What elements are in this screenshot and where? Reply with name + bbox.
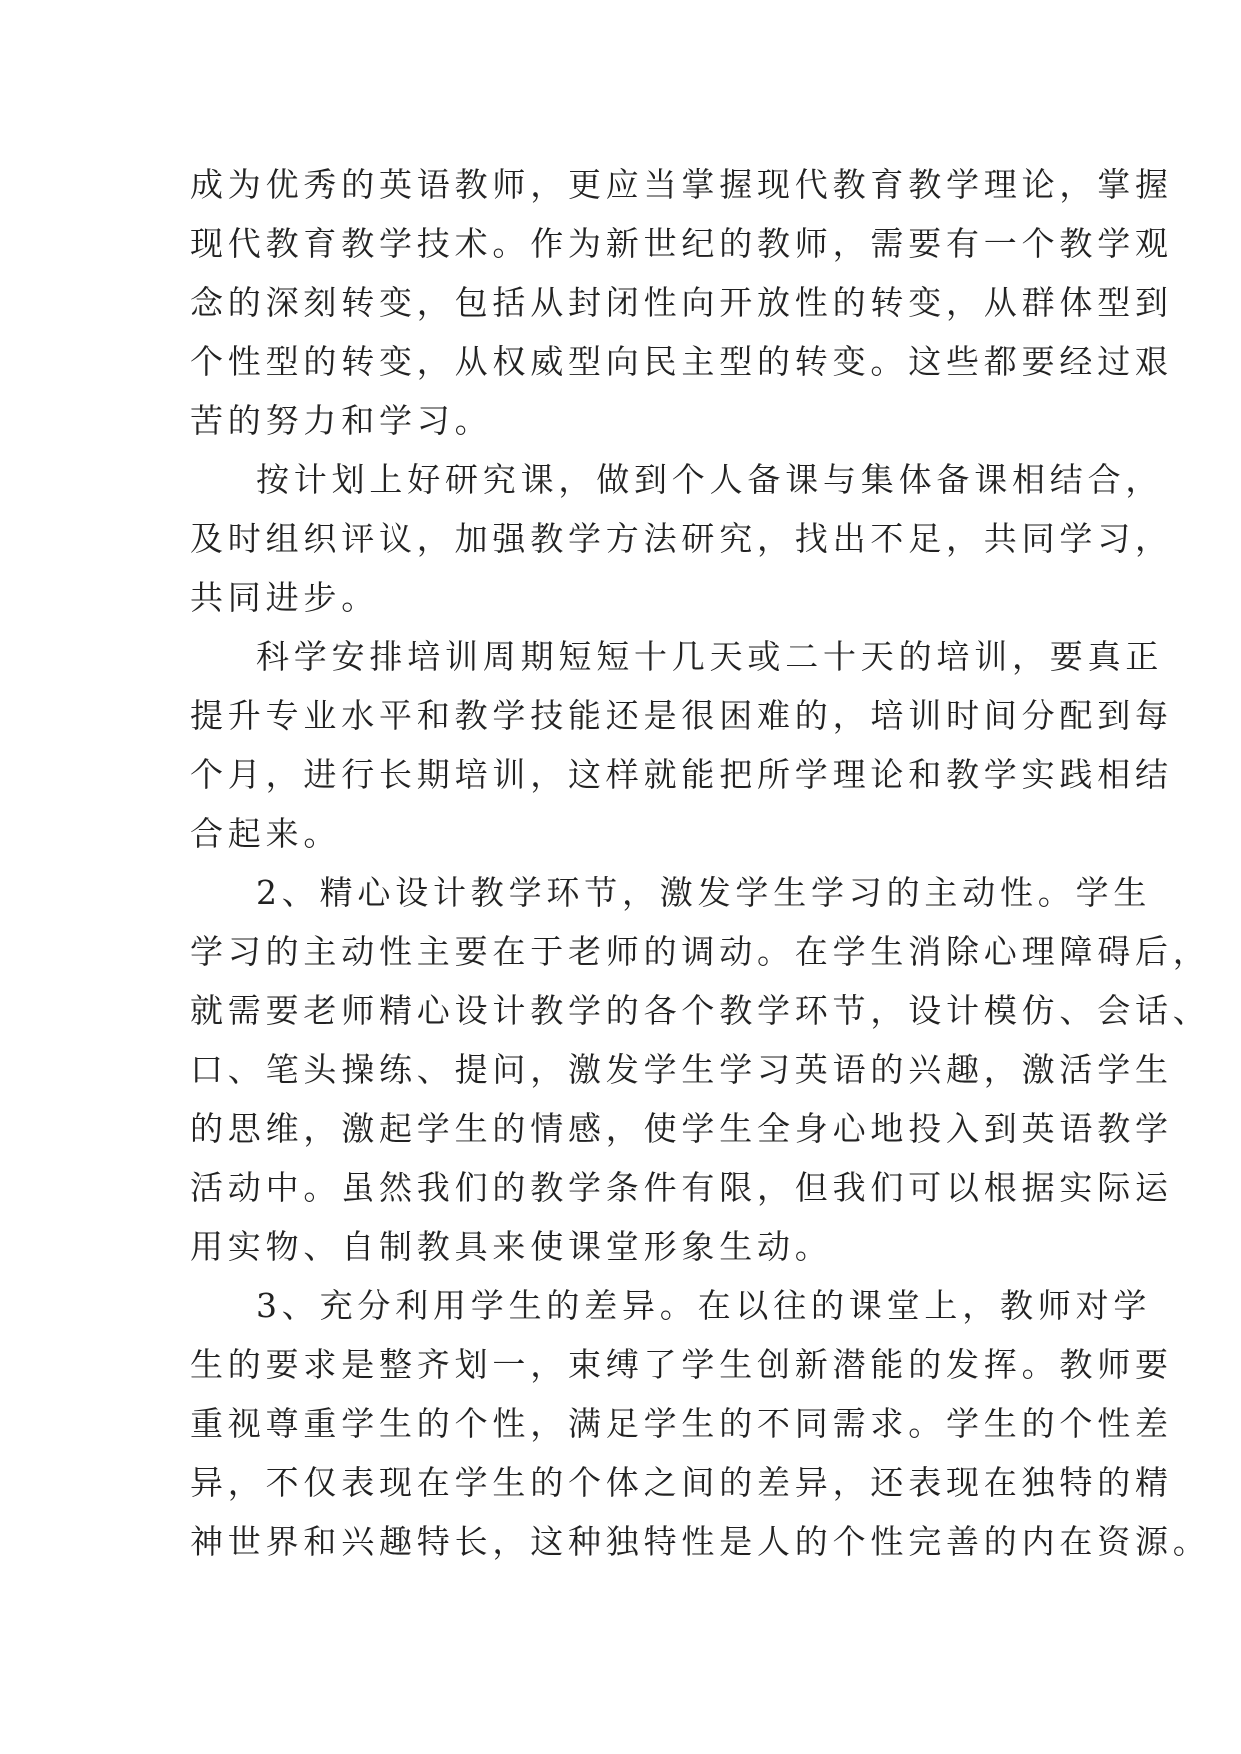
text-line: 神世界和兴趣特长，这种独特性是人的个性完善的内在资源。	[190, 1522, 1211, 1561]
text-line: 口、笔头操练、提问，激发学生学习英语的兴趣，激活学生	[190, 1050, 1173, 1089]
text-line: 个月，进行长期培训，这样就能把所学理论和教学实践相结	[190, 755, 1173, 794]
text-line: 现代教育教学技术。作为新世纪的教师，需要有一个教学观	[190, 224, 1173, 263]
paragraph-first-line: 2、精心设计教学环节，激发学生学习的主动性。学生	[256, 873, 1152, 912]
text-line: 及时组织评议，加强教学方法研究，找出不足，共同学习，	[190, 519, 1173, 558]
text-line: 用实物、自制教具来使课堂形象生动。	[190, 1227, 833, 1266]
text-line: 异，不仅表现在学生的个体之间的差异，还表现在独特的精	[190, 1463, 1173, 1502]
text-line: 活动中。虽然我们的教学条件有限，但我们可以根据实际运	[190, 1168, 1173, 1207]
text-line: 就需要老师精心设计教学的各个教学环节，设计模仿、会话、	[190, 991, 1211, 1030]
paragraph-first-line: 3、充分利用学生的差异。在以往的课堂上，教师对学	[256, 1286, 1152, 1325]
text-line: 合起来。	[190, 814, 342, 853]
text-line: 共同进步。	[190, 578, 379, 617]
paragraph-first-line: 科学安排培训周期短短十几天或二十天的培训，要真正	[256, 637, 1164, 676]
paragraph-first-line: 按计划上好研究课，做到个人备课与集体备课相结合，	[256, 460, 1164, 499]
text-line: 生的要求是整齐划一，束缚了学生创新潜能的发挥。教师要	[190, 1345, 1173, 1384]
text-line: 苦的努力和学习。	[190, 401, 493, 440]
text-line: 念的深刻转变，包括从封闭性向开放性的转变，从群体型到	[190, 283, 1173, 322]
text-line: 学习的主动性主要在于老师的调动。在学生消除心理障碍后，	[190, 932, 1211, 971]
text-line: 个性型的转变，从权威型向民主型的转变。这些都要经过艰	[190, 342, 1173, 381]
text-line: 提升专业水平和教学技能还是很困难的，培训时间分配到每	[190, 696, 1173, 735]
text-line: 成为优秀的英语教师，更应当掌握现代教育教学理论，掌握	[190, 165, 1173, 204]
text-line: 重视尊重学生的个性，满足学生的不同需求。学生的个性差	[190, 1404, 1173, 1443]
text-line: 的思维，激起学生的情感，使学生全身心地投入到英语教学	[190, 1109, 1173, 1148]
